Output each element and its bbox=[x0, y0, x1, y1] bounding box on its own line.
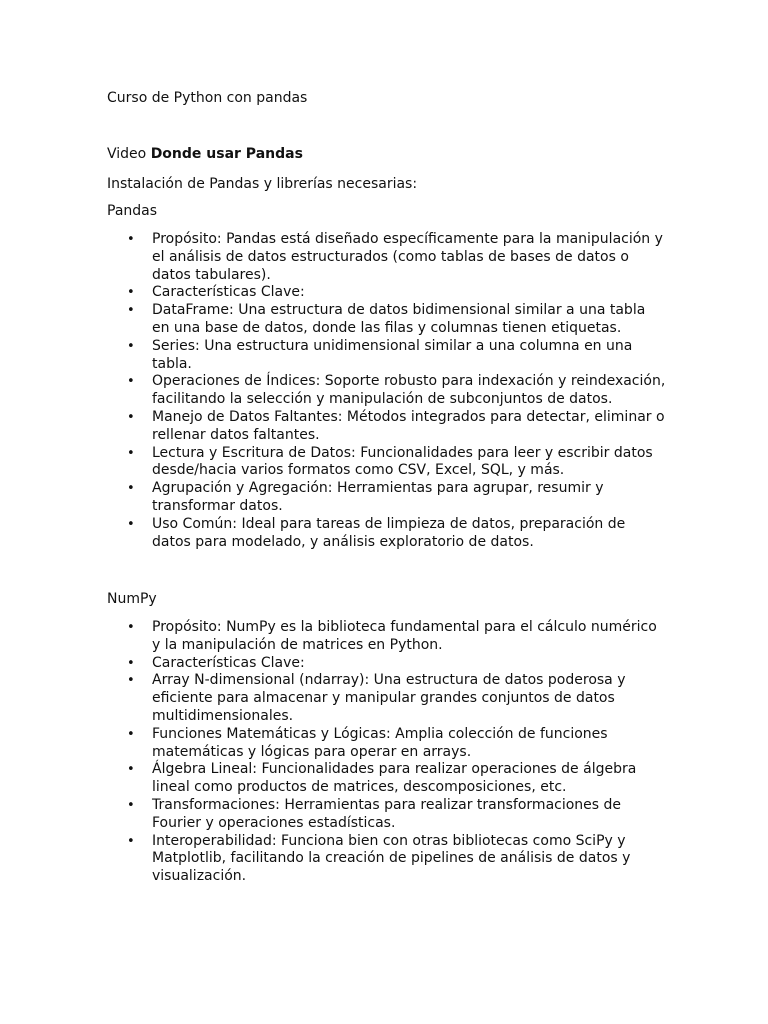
list-item bbox=[107, 655, 667, 673]
list-item-text: Array N-dimensional (ndarray): Una estructura de datos poderosa y eficiente para almacenar y manipular grandes conjuntos de datos multidimensionales. bbox=[152, 672, 626, 724]
list-item bbox=[107, 619, 667, 655]
numpy-heading: NumPy bbox=[107, 591, 157, 607]
list-item bbox=[107, 761, 667, 797]
list-item bbox=[107, 445, 667, 481]
video-line bbox=[107, 146, 303, 164]
list-item bbox=[107, 231, 667, 284]
list-item bbox=[107, 516, 667, 552]
list-item bbox=[107, 797, 667, 833]
pandas-heading: Pandas bbox=[107, 203, 158, 219]
list-item-text: Interoperabilidad: Funciona bien con otras bibliotecas como SciPy y Matplotlib, facilitando la creación de pipelines de análisis de datos y visualización. bbox=[152, 832, 631, 885]
bullet-icon: • bbox=[127, 516, 135, 532]
list-item-text: Álgebra Lineal: Funcionalidades para realizar operaciones de álgebra lineal como productos de matrices, descomposiciones, etc. bbox=[152, 761, 637, 796]
bullet-icon: • bbox=[127, 232, 135, 247]
list-item bbox=[107, 284, 667, 302]
list-item-text: Lectura y Escritura de Datos: Funcionalidades para leer y escribir datos desde/hacia varios formatos como CSV, Excel, SQL, y más. bbox=[152, 444, 653, 479]
list-item bbox=[107, 726, 667, 762]
list-item-text: Funciones Matemáticas y Lógicas: Amplia colección de funciones matemáticas y lógicas para operar en arrays. bbox=[152, 725, 608, 760]
list-item-text: Propósito: Pandas está diseñado específicamente para la manipulación y el análisis de datos estructurados (como tablas de bases de datos o datos tabulares). bbox=[152, 231, 663, 283]
bullet-icon: • bbox=[127, 762, 135, 778]
list-item-text: Operaciones de Índices: Soporte robusto para indexación y reindexación, facilitando la selección y manipulación de subconjuntos de datos. bbox=[152, 373, 666, 408]
bullet-icon: • bbox=[127, 655, 135, 671]
bullet-icon: • bbox=[127, 797, 135, 813]
bullet-icon: • bbox=[127, 409, 135, 425]
list-item bbox=[107, 833, 667, 886]
video-prefix: Video bbox=[107, 146, 147, 162]
pandas-list bbox=[107, 231, 667, 551]
bullet-icon: • bbox=[127, 481, 135, 497]
list-item-text: Series: Una estructura unidimensional similar a una columna en una tabla. bbox=[152, 337, 633, 372]
bullet-icon: • bbox=[127, 726, 135, 742]
install-heading: Instalación de Pandas y librerías necesarias: bbox=[107, 176, 418, 192]
list-item-text: Agrupación y Agregación: Herramientas para agrupar, resumir y transformar datos. bbox=[152, 480, 604, 514]
list-item bbox=[107, 302, 667, 338]
list-item-text: Características Clave: bbox=[152, 284, 305, 301]
bullet-icon: • bbox=[127, 833, 135, 849]
list-item-text: Manejo de Datos Faltantes: Métodos integrados para detectar, eliminar o rellenar datos faltantes. bbox=[152, 408, 665, 443]
list-item bbox=[107, 480, 667, 516]
list-item bbox=[107, 338, 667, 374]
video-title: Donde usar Pandas bbox=[150, 146, 303, 162]
bullet-icon: • bbox=[127, 374, 135, 390]
bullet-icon: • bbox=[127, 338, 135, 354]
numpy-list bbox=[107, 619, 667, 886]
bullet-icon: • bbox=[127, 673, 135, 689]
list-item-text: DataFrame: Una estructura de datos bidimensional similar a una tabla en una base de datos, donde las filas y columnas tienen etiquetas. bbox=[152, 302, 646, 336]
bullet-icon: • bbox=[127, 620, 135, 635]
bullet-icon: • bbox=[127, 285, 135, 301]
list-item bbox=[107, 373, 667, 409]
list-item-text: Transformaciones: Herramientas para realizar transformaciones de Fourier y operaciones estadísticas. bbox=[152, 796, 622, 831]
list-item-text: Características Clave: bbox=[152, 654, 305, 671]
bullet-icon: • bbox=[127, 303, 135, 319]
list-item-text: Propósito: NumPy es la biblioteca fundamental para el cálculo numérico y la manipulación de matrices en Python. bbox=[152, 619, 657, 653]
document-title: Curso de Python con pandas bbox=[107, 90, 308, 106]
bullet-icon: • bbox=[127, 445, 135, 461]
list-item bbox=[107, 672, 667, 725]
list-item-text: Uso Común: Ideal para tareas de limpieza de datos, preparación de datos para modelado, y análisis exploratorio de datos. bbox=[152, 515, 626, 550]
list-item bbox=[107, 409, 667, 445]
